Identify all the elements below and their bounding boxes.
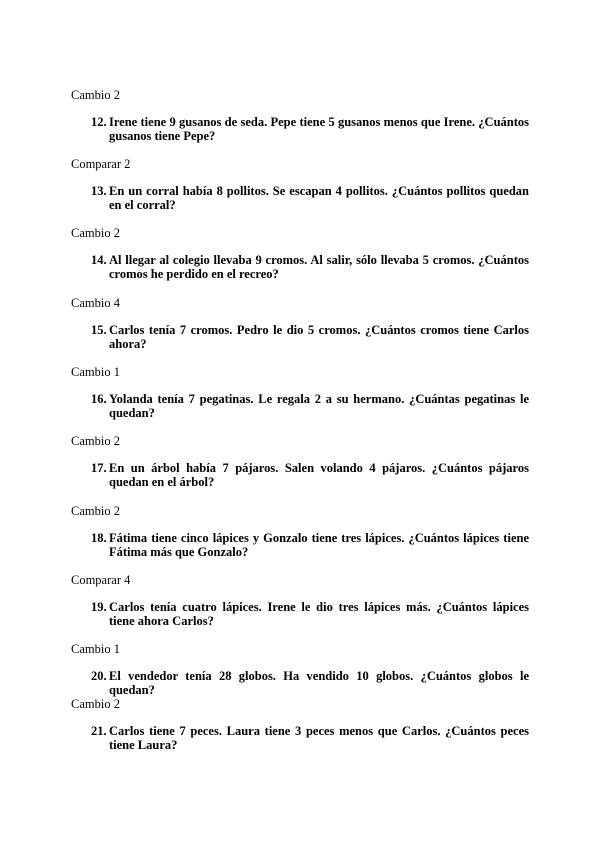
category-label: Cambio 1 bbox=[71, 642, 120, 656]
category-label: Cambio 1 bbox=[71, 365, 120, 379]
problem-item bbox=[91, 461, 529, 489]
category-label: Comparar 2 bbox=[71, 157, 131, 171]
problem-item bbox=[91, 600, 529, 628]
category-label: Comparar 4 bbox=[71, 573, 131, 587]
category-label: Cambio 2 bbox=[71, 88, 120, 102]
problem-number: 18. bbox=[91, 531, 107, 545]
problem-text: Carlos tenía 7 cromos. Pedro le dio 5 cromos. ¿Cuántos cromos tiene Carlos ahora? bbox=[109, 323, 529, 351]
problem-number: 14. bbox=[91, 253, 107, 267]
problem-item bbox=[91, 115, 529, 143]
problem-item bbox=[91, 253, 529, 281]
problem-number: 21. bbox=[91, 724, 107, 738]
problem-text: En un árbol había 7 pájaros. Salen volando 4 pájaros. ¿Cuántos pájaros quedan en el árbol? bbox=[109, 461, 529, 489]
problem-number: 20. bbox=[91, 669, 107, 683]
problem-text: El vendedor tenía 28 globos. Ha vendido 10 globos. ¿Cuántos globos le quedan? bbox=[109, 669, 529, 697]
problem-item bbox=[91, 323, 529, 351]
problem-item bbox=[91, 392, 529, 420]
problem-text: Al llegar al colegio llevaba 9 cromos. Al salir, sólo llevaba 5 cromos. ¿Cuántos cromos he perdido en el recreo? bbox=[109, 253, 529, 281]
category-label: Cambio 2 bbox=[71, 226, 120, 240]
problem-number: 17. bbox=[91, 461, 107, 475]
problem-text: Fátima tiene cinco lápices y Gonzalo tiene tres lápices. ¿Cuántos lápices tiene Fátima más que Gonzalo? bbox=[109, 531, 529, 559]
problem-number: 13. bbox=[91, 184, 107, 198]
problem-number: 15. bbox=[91, 323, 107, 337]
problem-number: 19. bbox=[91, 600, 107, 614]
problem-number: 12. bbox=[91, 115, 107, 129]
problem-text: Irene tiene 9 gusanos de seda. Pepe tiene 5 gusanos menos que Irene. ¿Cuántos gusanos tiene Pepe? bbox=[109, 115, 529, 143]
category-label: Cambio 2 bbox=[71, 697, 120, 711]
problem-text: Yolanda tenía 7 pegatinas. Le regala 2 a su hermano. ¿Cuántas pegatinas le quedan? bbox=[109, 392, 529, 420]
problem-text: En un corral había 8 pollitos. Se escapan 4 pollitos. ¿Cuántos pollitos quedan en el corral? bbox=[109, 184, 529, 212]
problem-item bbox=[91, 669, 529, 697]
category-label: Cambio 2 bbox=[71, 434, 120, 448]
category-label: Cambio 4 bbox=[71, 296, 120, 310]
problem-item bbox=[91, 184, 529, 212]
problem-number: 16. bbox=[91, 392, 107, 406]
category-label: Cambio 2 bbox=[71, 504, 120, 518]
problem-text: Carlos tenía cuatro lápices. Irene le dio tres lápices más. ¿Cuántos lápices tiene ahora Carlos? bbox=[109, 600, 529, 628]
problem-text: Carlos tiene 7 peces. Laura tiene 3 peces menos que Carlos. ¿Cuántos peces tiene Laura? bbox=[109, 724, 529, 752]
problem-item bbox=[91, 531, 529, 559]
problem-item bbox=[91, 724, 529, 752]
